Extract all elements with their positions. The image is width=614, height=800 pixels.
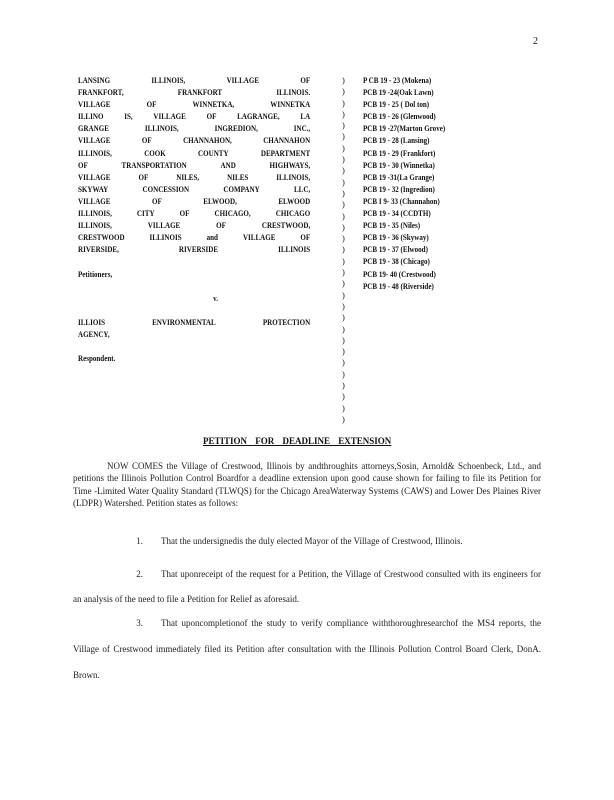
paren-mark: ): [342, 120, 345, 131]
caption-word: OF: [141, 136, 152, 146]
paren-mark: ): [342, 221, 345, 232]
caption-line: [78, 172, 310, 184]
paragraph-3: [73, 610, 541, 688]
caption-word: ILLIOIS: [78, 317, 106, 327]
case-number: PCB 19 - 28 (Lansing): [363, 136, 430, 146]
paren-mark: ): [342, 312, 345, 323]
caption-petitioners: [78, 75, 310, 365]
paren-mark: ): [342, 187, 345, 198]
caption-word: VILLAGE: [78, 100, 111, 110]
caption-line: [78, 75, 310, 87]
paren-mark: ): [342, 391, 345, 402]
caption-word: RIVERSIDE,: [78, 245, 119, 255]
paren-mark: ): [342, 97, 345, 108]
caption-word: FRANKFORT,: [78, 88, 124, 98]
paren-mark: ): [342, 267, 345, 278]
caption-word: OF: [300, 76, 311, 85]
caption-word: LAGRANGE,: [237, 112, 280, 122]
caption-word: INC.,: [293, 124, 311, 134]
caption-line: [78, 208, 310, 220]
paren-mark: ): [342, 334, 345, 345]
caption-word: FRANKFORT: [177, 88, 223, 98]
case-number: P CB 19 - 23 (Mokena): [363, 76, 432, 85]
caption-word: COOK: [144, 148, 166, 158]
paren-mark: ): [342, 131, 345, 142]
caption-word: CRESTWOOD,: [261, 221, 311, 231]
paragraph-number: 2.: [136, 569, 143, 579]
case-number: PCB 19 - 36 (Skyway): [363, 233, 429, 243]
caption-word: VILLAGE: [78, 196, 111, 206]
caption-word: SKYWAY: [78, 184, 109, 194]
caption-word: OF: [206, 112, 217, 122]
case-number: PCB 19 - 29 (Frankfort): [363, 148, 436, 158]
caption-word: RIVERSIDE: [178, 245, 219, 255]
caption-word: COMPANY: [223, 184, 260, 194]
caption-line: [78, 220, 310, 232]
caption-word: WINNETKA,: [192, 100, 235, 110]
case-number: PCB 19 - 37 (Elwood): [363, 245, 428, 255]
paren-mark: ): [342, 323, 345, 334]
paren-mark: ): [342, 154, 345, 165]
caption-word: OF: [179, 209, 190, 219]
case-number: PCB 19 - 38 (Chicago): [363, 257, 430, 267]
case-number: PCB 19 - 26 (Glenwood): [363, 112, 436, 122]
case-numbers: [363, 75, 445, 293]
case-number: PCB 19 - 25 ( Dol ton): [363, 100, 430, 110]
paren-mark: ): [342, 86, 345, 97]
paren-mark: ): [342, 75, 345, 85]
paren-mark: ): [342, 278, 345, 289]
respondent-names: [78, 317, 310, 341]
paragraph-1: [73, 535, 541, 548]
caption-word: OF: [151, 196, 162, 206]
caption-line: [78, 317, 310, 329]
paragraph-text: That uponcompletionof the study to verify compliance withthoroughresearchof the MS4 reports, the Village of Crestwood immediately filed its Petition after consultation with the Illinois Pollution Control Board Clerk, DonA. Brown.: [73, 618, 541, 680]
caption-word: VILLAGE: [147, 221, 181, 231]
caption-line: [78, 135, 310, 147]
paragraph-number: 3.: [136, 618, 143, 628]
caption-word: NILES: [227, 172, 249, 182]
caption-word: LA: [300, 112, 311, 122]
caption-word: CHICAGO,: [214, 209, 251, 219]
caption-line: [78, 160, 310, 172]
caption-word: ILLINOIS,: [78, 209, 112, 219]
caption-word: ENVIRONMENTAL: [152, 317, 216, 327]
caption-word: ILLINOIS: [149, 233, 182, 243]
paren-mark: ): [342, 199, 345, 210]
case-number: PCB 19 -24(Oak Lawn): [363, 88, 434, 98]
respondent-label: Respondent.: [78, 354, 116, 364]
caption-word: LANSING: [78, 76, 111, 85]
case-number: PCB 19 -31(La Grange): [363, 172, 435, 182]
caption-word: AGENCY,: [78, 329, 110, 339]
caption-word: CONCESSION: [142, 184, 190, 194]
caption-line: [78, 99, 310, 111]
petitioners-label: Petitioners,: [78, 269, 113, 279]
caption-line: [78, 329, 310, 341]
caption-word: DEPARTMENT: [260, 148, 311, 158]
caption-word: COUNTY: [198, 148, 229, 158]
caption-word: OF: [146, 100, 157, 110]
case-number: PCB 19 - 32 (Ingredion): [363, 184, 435, 194]
caption-word: IS,: [124, 112, 133, 122]
caption-word: ILLINOIS,: [276, 172, 311, 182]
paren-mark: ): [342, 346, 345, 357]
caption-word: ILLINOIS.: [276, 88, 311, 98]
caption-line: [78, 196, 310, 208]
caption-word: ILLINOIS: [278, 245, 311, 255]
paren-mark: ): [342, 368, 345, 379]
paragraph-text: That the undersignedis the duly elected Mayor of the Village of Crestwood, Illinois.: [161, 536, 463, 546]
caption-word: CITY: [136, 209, 155, 219]
case-number: PCB 19- 40 (Crestwood): [363, 269, 436, 279]
caption-word: OF: [216, 221, 226, 231]
caption-word: TRANSPORTATION: [121, 160, 187, 170]
caption-word: HIGHWAYS,: [269, 160, 311, 170]
caption-line: [78, 123, 310, 135]
caption-word: AND: [220, 160, 236, 170]
caption-word: NILES,: [176, 172, 200, 182]
caption-word: PROTECTION: [262, 317, 311, 327]
paren-mark: ): [342, 108, 345, 119]
paren-mark: ): [342, 244, 345, 255]
caption-word: GRANGE: [78, 124, 109, 134]
caption-word: VILLAGE: [78, 136, 111, 146]
caption-line: [78, 111, 310, 123]
paren-mark: ): [342, 142, 345, 153]
paren-mark: ): [342, 176, 345, 187]
caption-word: ILLINOIS,: [151, 76, 186, 85]
versus-label: v.: [213, 293, 219, 303]
petitioner-names: [78, 75, 310, 256]
paragraph-number: 1.: [136, 536, 143, 546]
paragraph-2: [73, 562, 541, 612]
caption-line: [78, 184, 310, 196]
caption-word: ILLINO: [78, 112, 104, 122]
paren-mark: ): [342, 402, 345, 413]
caption-parentheses: [342, 75, 345, 425]
caption-word: OF: [78, 160, 88, 170]
paren-mark: ): [342, 233, 345, 244]
case-number: PCB 19 - 35 (Niles): [363, 221, 421, 231]
paren-mark: ): [342, 380, 345, 391]
caption-word: and: [206, 233, 218, 243]
case-number: PCB 19 -27(Marton Grove): [363, 124, 446, 134]
caption-line: [78, 244, 310, 256]
caption-word: VILLAGE: [242, 233, 276, 243]
paren-mark: ): [342, 165, 345, 176]
caption-word: ILLINOIS,: [78, 221, 112, 231]
caption-word: VILLAGE: [226, 76, 260, 85]
intro-text: NOW COMES the Village of Crestwood, Illinois by andthroughits attorneys,Sosin, Arnold& Schoenbeck, Ltd., and petitions the Illinois Pollution Control Boardfor a deadline extension upon good cause shown for failing to file its Petition for Time -Limited Water Quality Standard (TLWQS) for the Chicago AreaWaterway Systems (CAWS) and Lower Des Plaines River (LDPR) Watershed. Petition states as follows:: [73, 461, 541, 508]
paren-mark: ): [342, 413, 345, 424]
caption-word: ILLINOIS,: [144, 124, 179, 134]
case-number: PCB 19 - 34 (CCDTH): [363, 209, 431, 219]
intro-paragraph: [73, 460, 541, 509]
caption-word: ILLINOIS,: [78, 148, 112, 158]
caption-word: VILLAGE: [78, 172, 111, 182]
caption-line: [78, 87, 310, 99]
caption-word: CHICAGO: [275, 209, 311, 219]
paren-mark: ): [342, 357, 345, 368]
caption-line: [78, 148, 310, 160]
page-number: 2: [533, 36, 538, 47]
paren-mark: ): [342, 210, 345, 221]
case-number: PCB 19 - 30 (Winnetka): [363, 160, 435, 170]
paragraph-text: That uponreceipt of the request for a Petition, the Village of Crestwood consulted with its engineers for an analysis of the need to file a Petition for Relief as aforesaid.: [73, 569, 541, 604]
paren-mark: ): [342, 289, 345, 300]
caption-word: CRESTWOOD: [78, 233, 125, 243]
case-number: PCB I 9- 33 (Channahon): [363, 196, 440, 206]
case-number: PCB 19 - 48 (Riverside): [363, 281, 434, 291]
caption-line: [78, 232, 310, 244]
paren-mark: ): [342, 300, 345, 311]
caption-word: OF: [138, 172, 149, 182]
caption-word: LLC,: [293, 184, 311, 194]
caption-word: ELWOOD,: [203, 196, 237, 206]
petition-title: PETITION FOR DEADLINE EXTENSION: [203, 436, 392, 446]
caption-word: INGREDION,: [214, 124, 258, 134]
paren-mark: ): [342, 255, 345, 266]
caption-word: OF: [300, 233, 311, 243]
caption-word: VILLAGE: [153, 112, 186, 122]
caption-word: CHANNAHON,: [183, 136, 232, 146]
caption-word: WINNETKA: [270, 100, 311, 110]
caption-word: ELWOOD: [278, 196, 311, 206]
caption-word: CHANNAHON: [263, 136, 311, 146]
